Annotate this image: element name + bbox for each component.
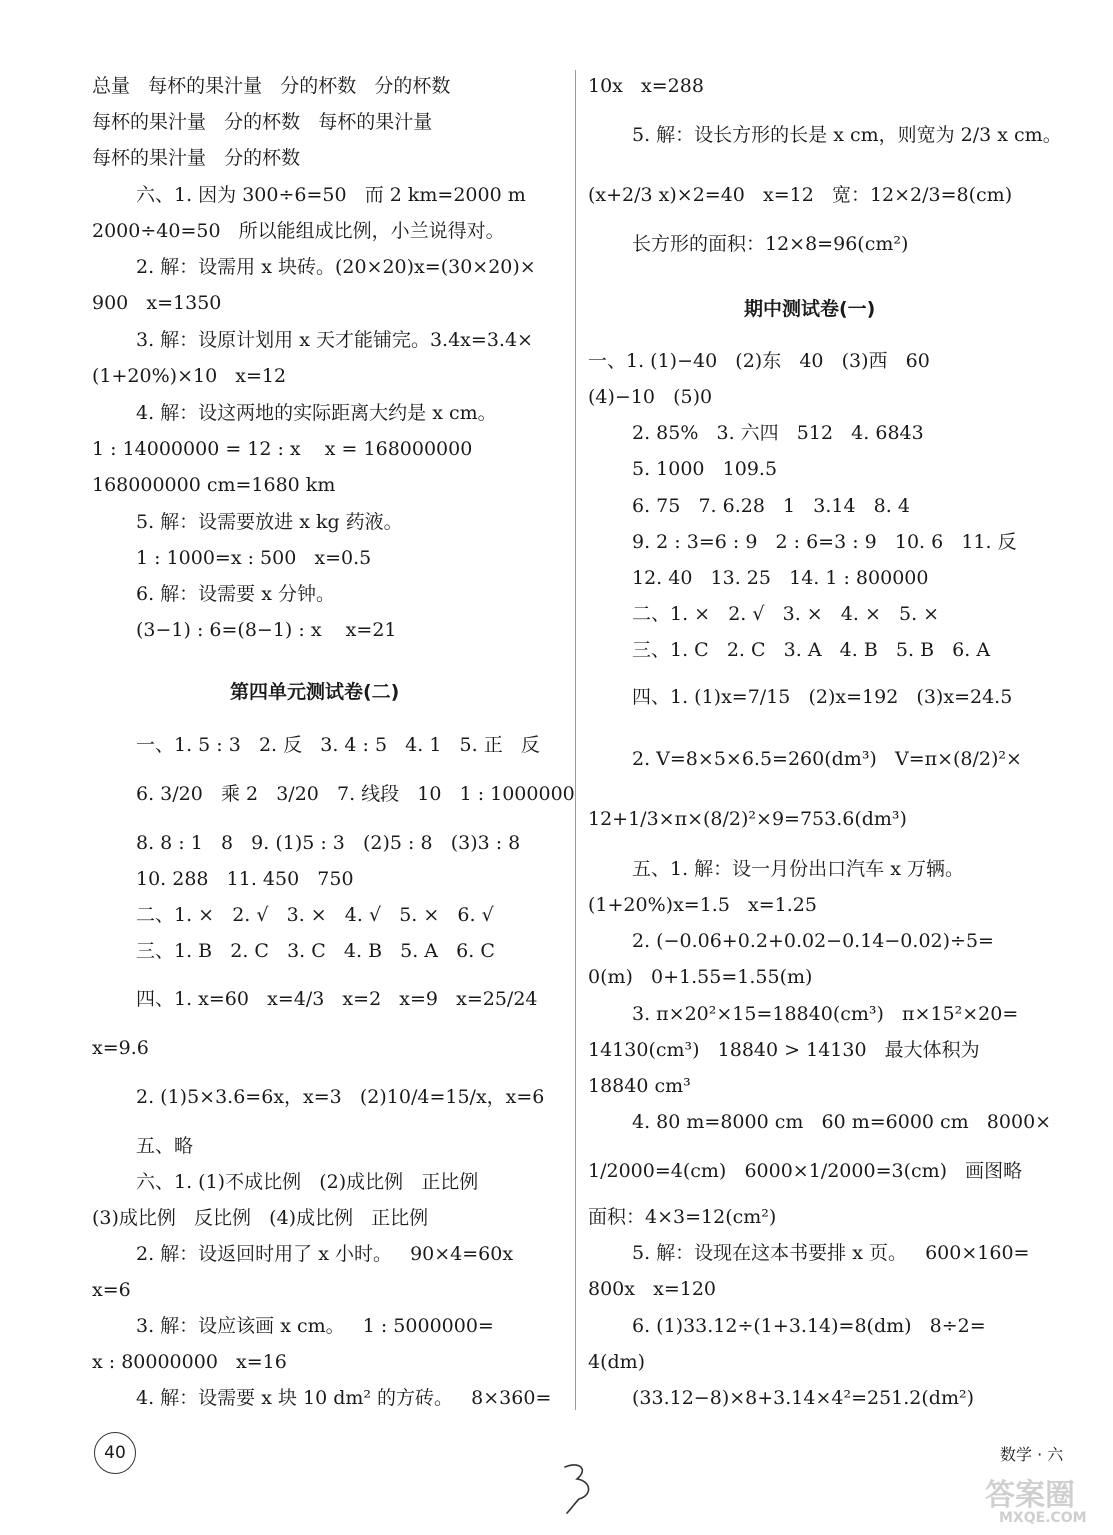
text-line: x=9.6: [92, 1037, 149, 1059]
text-line: 6. 75 7. 6.28 1 3.14 8. 4: [632, 495, 910, 517]
text-line: 二、1. × 2. √ 3. × 4. √ 5. × 6. √: [136, 904, 494, 926]
text-line: 六、1. 因为 300÷6=50 而 2 km=2000 m: [136, 184, 526, 206]
text-line: 四、1. (1)x=7/15 (2)x=192 (3)x=24.5: [632, 686, 1013, 708]
handwritten-mark-icon: [555, 1455, 605, 1515]
text-line: 5. 解：设现在这本书要排 x 页。 600×160=: [632, 1242, 1030, 1264]
text-line: 12+1/3×π×(8/2)²×9=753.6(dm³): [588, 808, 907, 830]
text-line: 5. 1000 109.5: [632, 458, 778, 480]
text-line: 6. 3/20 乘 2 3/20 7. 线段 10 1 : 1000000: [136, 783, 575, 805]
text-line: 4. 解：设需要 x 块 10 dm² 的方砖。 8×360=: [136, 1387, 552, 1409]
text-line: 10. 288 11. 450 750: [136, 868, 354, 890]
text-line: 4(dm): [588, 1351, 646, 1373]
text-line: 六、1. (1)不成比例 (2)成比例 正比例: [136, 1171, 479, 1193]
text-line: 3. π×20²×15=18840(cm³) π×15²×20=: [632, 1003, 1019, 1025]
text-line: (4)−10 (5)0: [588, 386, 713, 408]
text-line: 五、略: [136, 1135, 194, 1157]
text-line: 5. 解：设长方形的长是 x cm，则宽为 2/3 x cm。: [632, 124, 1062, 146]
text-line: 1 : 1000=x : 500 x=0.5: [136, 547, 372, 569]
text-line: 3. 解：设原计划用 x 天才能铺完。3.4x=3.4×: [136, 329, 533, 351]
text-line: 5. 解：设需要放进 x kg 药液。: [136, 511, 403, 533]
text-line: 2. 解：设返回时用了 x 小时。 90×4=60x: [136, 1243, 514, 1265]
text-line: 2. V=8×5×6.5=260(dm³) V=π×(8/2)²×: [632, 748, 1022, 770]
watermark: [985, 1470, 1105, 1530]
section-title: 期中测试卷(一): [744, 298, 876, 320]
text-line: 二、1. × 2. √ 3. × 4. × 5. ×: [632, 603, 940, 625]
page-number: 40: [94, 1432, 136, 1474]
text-line: 18840 cm³: [588, 1075, 691, 1097]
text-line: (33.12−8)×8+3.14×4²=251.2(dm²): [632, 1387, 975, 1409]
text-line: 9. 2 : 3=6 : 9 2 : 6=3 : 9 10. 6 11. 反: [632, 531, 1017, 553]
text-line: 14130(cm³) 18840 > 14130 最大体积为: [588, 1039, 980, 1061]
section-title: 第四单元测试卷(二): [230, 681, 400, 703]
text-line: 2. (−0.06+0.2+0.02−0.14−0.02)÷5=: [632, 930, 994, 952]
text-line: 0(m) 0+1.55=1.55(m): [588, 966, 813, 988]
text-line: 800x x=120: [588, 1278, 716, 1300]
text-line: 2. 85% 3. 六四 512 4. 6843: [632, 422, 924, 444]
text-line: (3)成比例 反比例 (4)成比例 正比例: [92, 1207, 429, 1229]
text-line: 四、1. x=60 x=4/3 x=2 x=9 x=25/24: [136, 988, 538, 1010]
text-line: 每杯的果汁量 分的杯数 每杯的果汁量: [92, 111, 433, 133]
text-line: x=6: [92, 1279, 131, 1301]
text-line: 一、1. (1)−40 (2)东 40 (3)西 60: [588, 350, 930, 372]
text-line: (1+20%)×10 x=12: [92, 365, 287, 387]
text-line: 三、1. B 2. C 3. C 4. B 5. A 6. C: [136, 940, 495, 962]
footer-subject: 数学 · 六: [1000, 1445, 1064, 1464]
watermark-url: MXQE.COM: [999, 1510, 1087, 1526]
text-line: 五、1. 解：设一月份出口汽车 x 万辆。: [632, 858, 964, 880]
text-line: 总量 每杯的果汁量 分的杯数 分的杯数: [92, 75, 451, 97]
text-line: 8. 8 : 1 8 9. (1)5 : 3 (2)5 : 8 (3)3 : 8: [136, 832, 521, 854]
text-line: x : 80000000 x=16: [92, 1351, 287, 1373]
text-line: 面积：4×3=12(cm²): [588, 1206, 777, 1228]
text-line: 2. (1)5×3.6=6x，x=3 (2)10/4=15/x，x=6: [136, 1086, 545, 1108]
text-line: 12. 40 13. 25 14. 1 : 800000: [632, 567, 929, 589]
text-line: 三、1. C 2. C 3. A 4. B 5. B 6. A: [632, 639, 991, 661]
text-line: 4. 解：设这两地的实际距离大约是 x cm。: [136, 402, 497, 424]
text-line: 每杯的果汁量 分的杯数: [92, 147, 301, 169]
text-line: 3. 解：设应该画 x cm。 1 : 5000000=: [136, 1315, 494, 1337]
text-line: 1 : 14000000 = 12 : x x = 168000000: [92, 438, 473, 460]
text-line: (3−1) : 6=(8−1) : x x=21: [136, 619, 397, 641]
text-line: 6. 解：设需要 x 分钟。: [136, 583, 335, 605]
text-line: 1/2000=4(cm) 6000×1/2000=3(cm) 画图略: [588, 1160, 1023, 1182]
text-line: 2000÷40=50 所以能组成比例，小兰说得对。: [92, 220, 505, 242]
text-line: 6. (1)33.12÷(1+3.14)=8(dm) 8÷2=: [632, 1315, 986, 1337]
text-line: (1+20%)x=1.5 x=1.25: [588, 894, 817, 916]
text-line: 2. 解：设需用 x 块砖。(20×20)x=(30×20)×: [136, 256, 536, 278]
text-line: 10x x=288: [588, 75, 704, 97]
column-divider: [575, 70, 576, 1410]
text-line: (x+2/3 x)×2=40 x=12 宽：12×2/3=8(cm): [588, 184, 1013, 206]
text-line: 168000000 cm=1680 km: [92, 474, 336, 496]
text-line: 900 x=1350: [92, 292, 222, 314]
watermark-logo: 答案圈: [985, 1478, 1075, 1513]
text-line: 长方形的面积：12×8=96(cm²): [632, 233, 909, 255]
text-line: 4. 80 m=8000 cm 60 m=6000 cm 8000×: [632, 1111, 1052, 1133]
text-line: 一、1. 5 : 3 2. 反 3. 4 : 5 4. 1 5. 正 反: [136, 734, 540, 756]
